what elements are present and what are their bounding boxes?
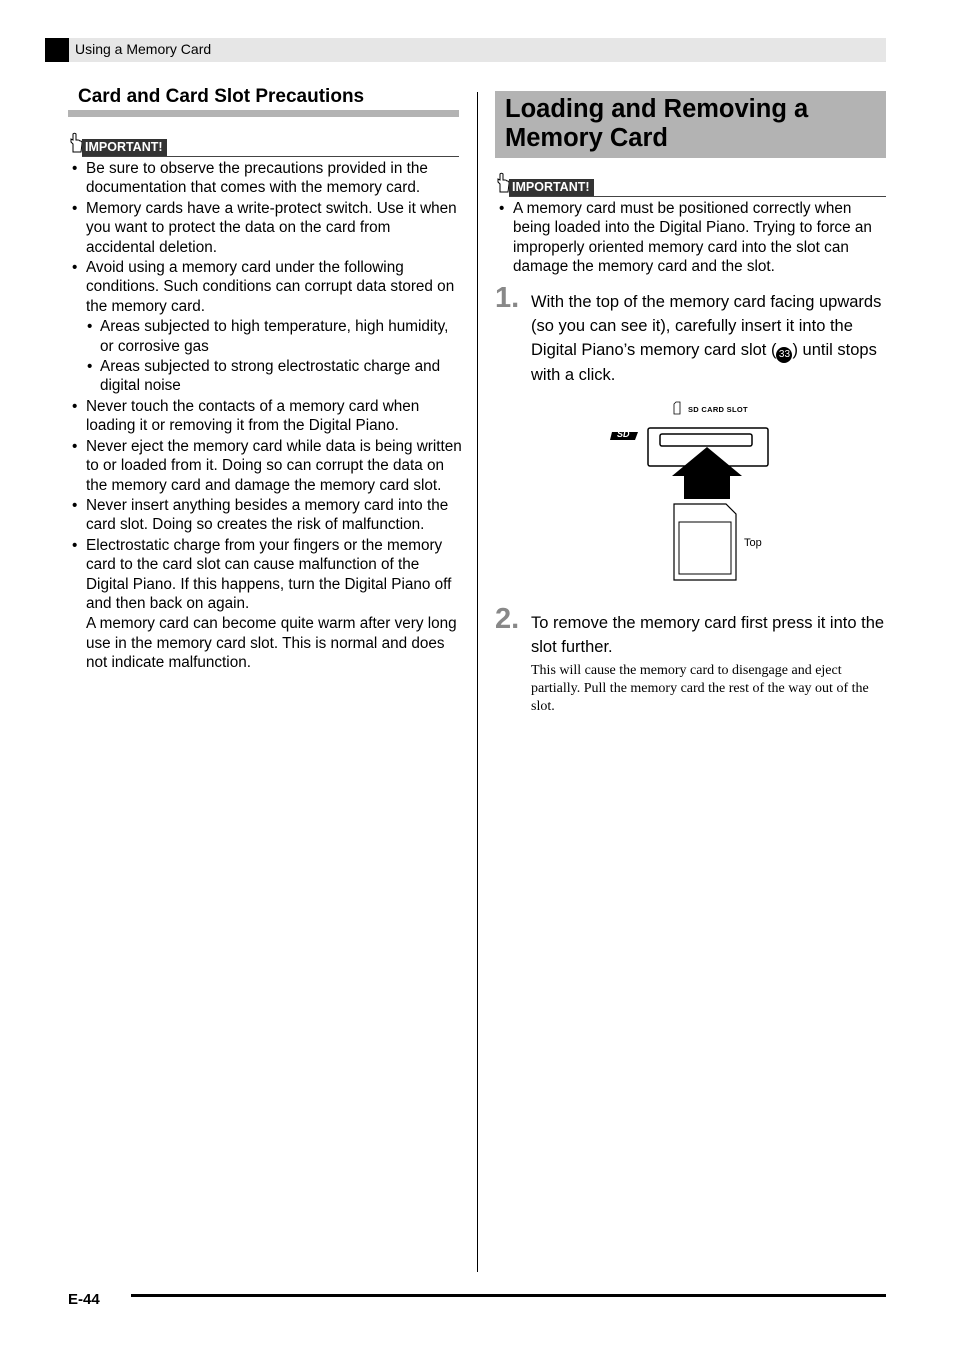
running-header-text: Using a Memory Card xyxy=(75,41,212,57)
section-title: Card and Card Slot Precautions xyxy=(78,86,365,107)
list-item: • Be sure to observe the precautions provided in the documentation that comes with the memory card. xyxy=(68,159,463,198)
top-label: Top xyxy=(744,537,762,549)
card-slot-illustration xyxy=(610,398,780,584)
chapter-title-box xyxy=(495,91,886,158)
important-list xyxy=(495,199,888,278)
reference-number-badge: 33 xyxy=(776,347,792,363)
sub-list-item: • Areas subjected to strong electrostatic charge and digital noise xyxy=(86,357,463,396)
sub-list xyxy=(86,317,463,396)
list-item: • Never insert anything besides a memory card into the card slot. Doing so creates the risk of malfunction. xyxy=(68,496,463,535)
sd-card-slot-label: SD CARD SLOT xyxy=(688,405,748,414)
page-number: E-44 xyxy=(68,1291,100,1308)
list-item: • Never touch the contacts of a memory card when loading it or removing it from the Digital Piano. xyxy=(68,397,463,436)
important-label: IMPORTANT! xyxy=(82,139,167,156)
step-1-text-b: ) until stops with a click. xyxy=(531,341,877,384)
slot-opening xyxy=(660,434,752,446)
step-2-note: This will cause the memory card to disengage and eject partially. Pull the memory card the rest of the way out of the slot. xyxy=(531,663,869,714)
header-tab-marker xyxy=(45,38,69,62)
section-rule xyxy=(68,110,459,117)
list-item xyxy=(68,258,463,396)
step-1-text xyxy=(531,290,887,387)
column-divider xyxy=(477,92,478,1272)
step-1-text-a: With the top of the memory card facing upwards (so you can see it), carefully insert it into the Digital Piano’s memory card slot ( xyxy=(531,293,882,359)
important-callout xyxy=(68,136,459,158)
precautions-list xyxy=(68,159,463,674)
list-item xyxy=(68,536,463,673)
card-label-area xyxy=(679,522,731,574)
sub-list-item: • Areas subjected to high temperature, high humidity, or corrosive gas xyxy=(86,317,463,356)
step-number: 1. xyxy=(495,282,520,314)
card-insertion-diagram xyxy=(610,398,780,584)
important-underline xyxy=(509,196,886,197)
sd-card-small-icon xyxy=(674,402,680,414)
step-number: 2. xyxy=(495,603,520,635)
step-2-text: To remove the memory card first press it into the slot further. xyxy=(531,614,885,656)
chapter-title: Loading and Removing a Memory Card xyxy=(505,95,809,152)
sd-logo-text: SD xyxy=(617,429,630,439)
list-item: • Never eject the memory card while data is being written to or loaded from it. Doing so can corrupt the data on the memory card and damage the memory card slot. xyxy=(68,437,463,495)
list-item-text: Avoid using a memory card under the following conditions. Such conditions can corrupt data stored on the memory card. xyxy=(86,259,455,315)
list-item: • Memory cards have a write-protect switch. Use it when you want to protect the data on the card from accidental deletion. xyxy=(68,199,463,257)
list-item: • A memory card must be positioned correctly when being loaded into the Digital Piano. Trying to force an improperly oriented memory card into the slot can damage the memory card and the slot. xyxy=(495,199,888,277)
footer-rule xyxy=(131,1294,886,1297)
important-label: IMPORTANT! xyxy=(509,179,594,196)
extra-paragraph: A memory card can become quite warm after very long use in the memory card slot. This is normal and does not indicate malfunction. xyxy=(86,615,457,672)
important-callout xyxy=(495,176,886,198)
list-item-text: Electrostatic charge from your fingers or the memory card to the card slot can cause malfunction of the Digital Piano. If this happens, turn the Digital Piano off and then back on again. xyxy=(86,536,452,612)
important-underline xyxy=(82,156,459,157)
